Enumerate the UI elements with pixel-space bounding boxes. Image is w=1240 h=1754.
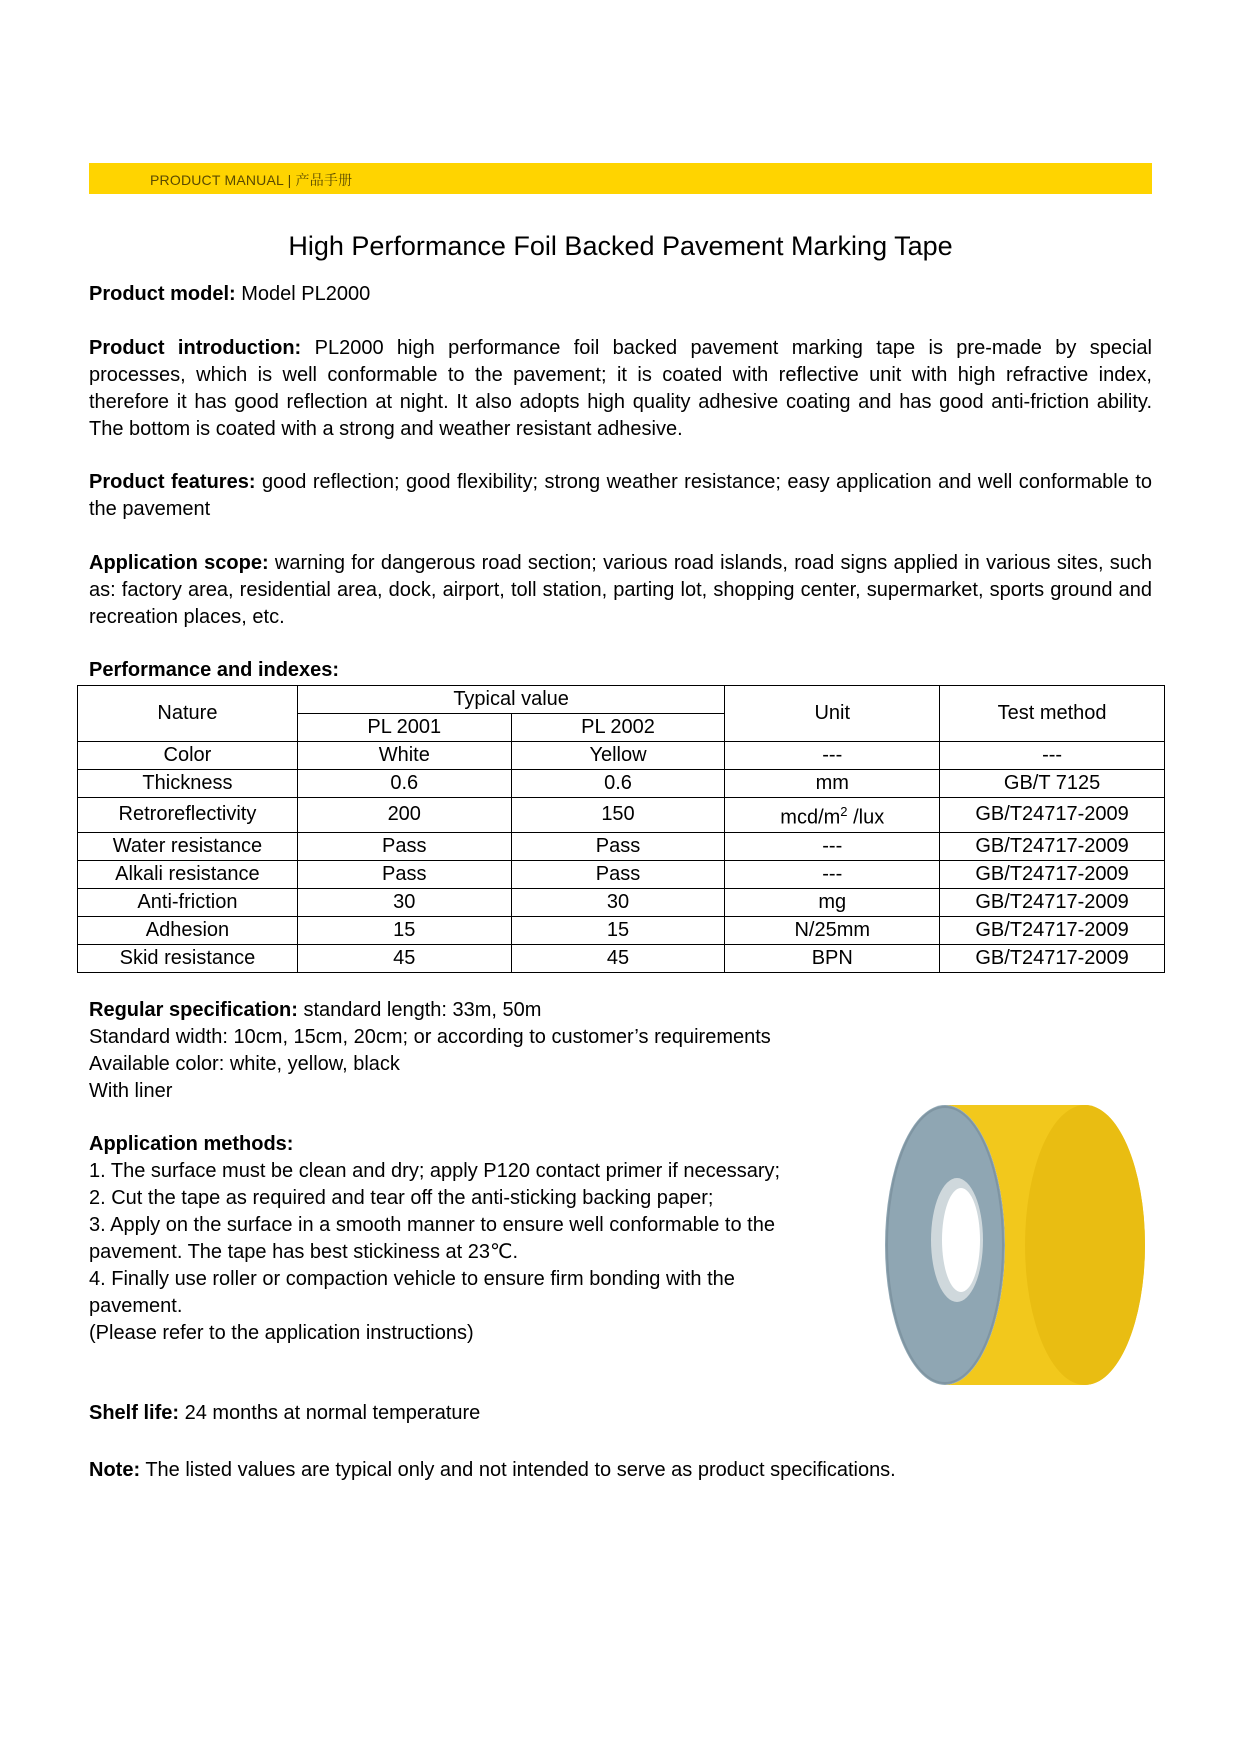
table-cell: mg xyxy=(725,888,940,916)
header-pl2001: PL 2001 xyxy=(297,714,511,742)
method-step: 3. Apply on the surface in a smooth manner to ensure well conformable to the pavement. The tape has best stickiness at 23℃. xyxy=(89,1214,775,1263)
table-cell: BPN xyxy=(725,944,940,972)
table-cell: 15 xyxy=(297,916,511,944)
table-row xyxy=(78,770,1165,798)
table-cell: GB/T 7125 xyxy=(940,770,1165,798)
table-cell: 45 xyxy=(511,944,725,972)
application-scope xyxy=(89,550,1152,631)
table-cell: Yellow xyxy=(511,742,725,770)
product-introduction-text: PL2000 high performance foil backed pavement marking tape is pre-made by special processes, which is well conformable to the pavement; it is coated with reflective unit with high refractive index, therefore it has good reflection at night. It also adopts high quality adhesive coating and has good anti-friction ability. The bottom is coated with a strong and weather resistant adhesive. xyxy=(89,337,1153,440)
product-features-label: Product features: xyxy=(89,471,256,493)
table-cell: 150 xyxy=(511,798,725,833)
table-cell: 200 xyxy=(297,798,511,833)
unit-superscript: 2 xyxy=(840,804,848,819)
product-introduction xyxy=(89,335,1152,443)
table-row xyxy=(78,832,1165,860)
table-cell: 15 xyxy=(511,916,725,944)
method-step: 4. Finally use roller or compaction vehicle to ensure firm bonding with the pavement. xyxy=(89,1268,735,1317)
table-cell: --- xyxy=(725,860,940,888)
methods-label: Application methods: xyxy=(89,1133,294,1155)
table-cell: --- xyxy=(725,742,940,770)
table-cell: 45 xyxy=(297,944,511,972)
table-cell: Alkali resistance xyxy=(78,860,298,888)
shelf-life-label: Shelf life: xyxy=(89,1402,180,1424)
table-cell-unit xyxy=(725,798,940,833)
banner-text: PRODUCT MANUAL | 产品手册 xyxy=(150,172,353,188)
method-step: 1. The surface must be clean and dry; apply P120 contact primer if necessary; xyxy=(89,1160,781,1182)
performance-table xyxy=(77,685,1165,973)
unit-base: mcd/m xyxy=(780,806,841,829)
header-nature: Nature xyxy=(78,686,298,742)
table-cell: Thickness xyxy=(78,770,298,798)
table-cell: 30 xyxy=(297,888,511,916)
table-cell: Color xyxy=(78,742,298,770)
table-cell: --- xyxy=(725,832,940,860)
table-cell: Retroreflectivity xyxy=(78,798,298,833)
note-text: The listed values are typical only and not intended to serve as product specifications. xyxy=(145,1459,896,1481)
table-cell: Skid resistance xyxy=(78,944,298,972)
table-cell: GB/T24717-2009 xyxy=(940,860,1165,888)
table-cell: GB/T24717-2009 xyxy=(940,888,1165,916)
shelf-life-text: 24 months at normal temperature xyxy=(184,1402,481,1424)
product-introduction-label: Product introduction: xyxy=(89,337,302,359)
table-row xyxy=(78,916,1165,944)
table-cell: 30 xyxy=(511,888,725,916)
table-cell: GB/T24717-2009 xyxy=(940,916,1165,944)
table-cell: Adhesion xyxy=(78,916,298,944)
method-step-note: (Please refer to the application instructions) xyxy=(89,1322,474,1344)
application-methods xyxy=(89,1131,809,1347)
table-row xyxy=(78,798,1165,833)
table-row xyxy=(78,888,1165,916)
header-pl2002: PL 2002 xyxy=(511,714,725,742)
table-header-row xyxy=(78,686,1165,714)
spec-label: Regular specification: xyxy=(89,999,298,1021)
table-cell: 0.6 xyxy=(297,770,511,798)
table-cell: GB/T24717-2009 xyxy=(940,798,1165,833)
product-features-text: good reflection; good flexibility; strong weather resistance; easy application and well conformable to the pavement xyxy=(89,471,1152,520)
table-cell: GB/T24717-2009 xyxy=(940,832,1165,860)
note xyxy=(89,1457,896,1484)
method-step: 2. Cut the tape as required and tear off the anti-sticking backing paper; xyxy=(89,1187,714,1209)
spec-color: Available color: white, yellow, black xyxy=(89,1053,400,1075)
table-cell: Water resistance xyxy=(78,832,298,860)
product-model-label: Product model: xyxy=(89,283,236,305)
table-cell: Pass xyxy=(511,860,725,888)
table-cell: N/25mm xyxy=(725,916,940,944)
shelf-life xyxy=(89,1400,480,1427)
application-scope-text: warning for dangerous road section; various road islands, road signs applied in various sites, such as: factory area, residential area, dock, airport, toll station, parting lot, shopping center, supermarket, sports ground and recreation places, etc. xyxy=(89,552,1153,628)
table-row xyxy=(78,944,1165,972)
header-typical-value: Typical value xyxy=(297,686,725,714)
product-model-value: Model PL2000 xyxy=(241,283,371,305)
table-row xyxy=(78,742,1165,770)
product-features xyxy=(89,469,1152,523)
unit-tail: /lux xyxy=(847,806,885,829)
table-cell: Pass xyxy=(297,860,511,888)
page-title: High Performance Foil Backed Pavement Marking Tape xyxy=(288,231,953,261)
table-cell: Anti-friction xyxy=(78,888,298,916)
table-cell: White xyxy=(297,742,511,770)
tape-roll-edge xyxy=(1025,1105,1145,1385)
table-cell: mm xyxy=(725,770,940,798)
spec-length-line xyxy=(89,997,541,1024)
product-model xyxy=(89,281,1152,308)
table-cell: 0.6 xyxy=(511,770,725,798)
note-label: Note: xyxy=(89,1459,141,1481)
performance-heading: Performance and indexes: xyxy=(89,659,340,681)
spec-liner: With liner xyxy=(89,1080,173,1102)
application-scope-label: Application scope: xyxy=(89,552,269,574)
table-cell: Pass xyxy=(297,832,511,860)
spec-width: Standard width: 10cm, 15cm, 20cm; or according to customer’s requirements xyxy=(89,1026,771,1048)
header-test-method: Test method xyxy=(940,686,1165,742)
table-cell: Pass xyxy=(511,832,725,860)
tape-core-hole xyxy=(942,1188,980,1292)
spec-length: standard length: 33m, 50m xyxy=(303,999,542,1021)
table-cell: --- xyxy=(940,742,1165,770)
header-unit: Unit xyxy=(725,686,940,742)
header-banner xyxy=(89,163,1152,194)
tape-roll-image xyxy=(875,1100,1165,1390)
table-row xyxy=(78,860,1165,888)
table-cell: GB/T24717-2009 xyxy=(940,944,1165,972)
